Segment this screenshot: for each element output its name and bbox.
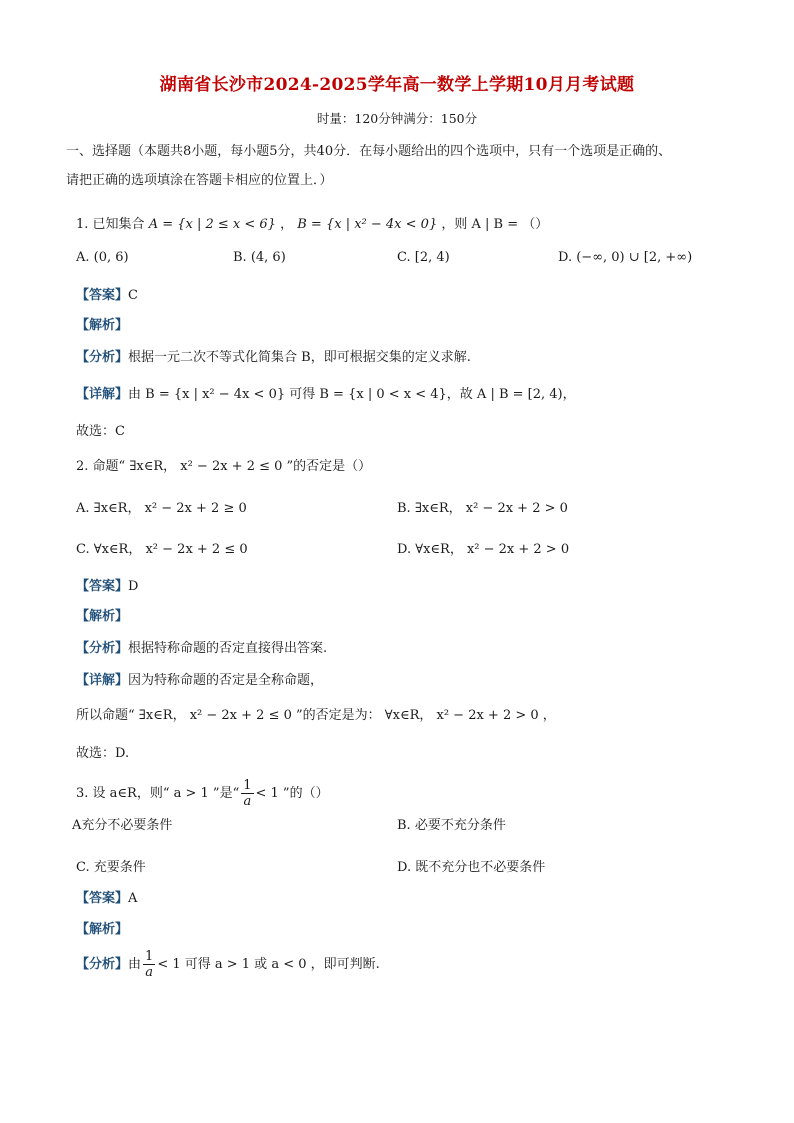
question-3-fenxi: 【分析】由 $\frac{1}{a}$ < 1 可得 a > 1 或 a < 0 ，即可判断. — [76, 949, 380, 980]
question-3-option-b: B. 必要不充分条件 — [397, 818, 506, 833]
section-heading-line1: 一、选择题（本题共8小题，每小题5分，共40分．在每小题给出的四个选项中，只有一个选项是正确的、 — [66, 144, 672, 159]
question-1-fenxi: 【分析】根据一元二次不等式化简集合 B，即可根据交集的定义求解. — [76, 350, 471, 365]
question-2-fenxi: 【分析】根据特称命题的否定直接得出答案. — [76, 641, 328, 656]
question-1-set-a: A = {x | 2 ≤ x < 6} — [148, 217, 276, 232]
question-1-suffix: ，则 A | B = （） — [441, 217, 549, 232]
question-3-stem: 3. 设 a∈R，则“ a > 1 ”是“ $\frac{1}{a}$ < 1 ”的（） — [76, 778, 329, 809]
question-3-option-d: D. 既不充分也不必要条件 — [397, 860, 546, 875]
question-2-answer: 【答案】D — [76, 579, 139, 594]
question-2-option-d: D. ∀x∈R， x² − 2x + 2 > 0 — [397, 542, 570, 557]
question-3-option-a: A充分不必要条件 — [72, 818, 173, 833]
fraction-1-over-a: $\frac{1}{a}$ — [243, 778, 252, 809]
section-heading-line2: 请把正确的选项填涂在答题卡相应的位置上．） — [66, 173, 333, 188]
question-2-detail: 【详解】因为特称命题的否定是全称命题， — [76, 673, 324, 688]
question-2-analysis-label: 【解析】 — [76, 609, 129, 624]
question-1-option-a: A. (0, 6) — [76, 250, 129, 265]
question-2-option-b: B. ∃x∈R， x² − 2x + 2 > 0 — [397, 501, 568, 516]
question-2-stem: 2. 命题“ ∃x∈R， x² − 2x + 2 ≤ 0 ”的否定是（） — [76, 459, 372, 474]
question-1-analysis-label: 【解析】 — [76, 318, 129, 333]
question-1-set-b: B = {x | x² − 4x < 0} — [297, 217, 438, 232]
answer-label: 【答案】 — [76, 288, 129, 303]
question-2-option-c: C. ∀x∈R， x² − 2x + 2 ≤ 0 — [76, 542, 248, 557]
question-1-option-b: B. (4, 6) — [233, 250, 286, 265]
question-3-answer: 【答案】A — [76, 891, 138, 906]
fraction-1-over-a-analysis: $\frac{1}{a}$ — [145, 949, 154, 980]
question-2-option-a: A. ∃x∈R， x² − 2x + 2 ≥ 0 — [76, 501, 247, 516]
question-1-prefix: 1. 已知集合 — [76, 217, 145, 232]
question-1-stem: 1. 已知集合 A = {x | 2 ≤ x < 6} ， B = {x | x² − 4x < 0} ，则 A | B = （） — [76, 217, 549, 232]
question-1-answer — [76, 287, 138, 305]
answer-value: C — [128, 288, 138, 303]
question-1-detail: 【详解】由 B = {x | x² − 4x < 0} 可得 B = {x | 0 < x < 4}，故 A | B = [2, 4)， — [76, 387, 576, 402]
question-3-analysis-label: 【解析】 — [76, 922, 129, 937]
exam-duration-score: 时量：120分钟满分：150分 — [316, 111, 478, 126]
question-3-option-c: C. 充要条件 — [76, 860, 146, 875]
page-title: 湖南省长沙市2024-2025学年高一数学上学期10月月考试题 — [159, 75, 635, 95]
question-1-conclusion: 故选：C — [76, 424, 125, 439]
question-1-option-d: D. (−∞, 0) ∪ [2, +∞) — [558, 250, 693, 265]
question-1-option-c: C. [2, 4) — [397, 250, 450, 265]
question-2-conclusion: 故选：D. — [76, 746, 130, 761]
question-2-detail-2: 所以命题“ ∃x∈R， x² − 2x + 2 ≤ 0 ”的否定是为： ∀x∈R， x² − 2x + 2 > 0 ， — [76, 708, 556, 723]
